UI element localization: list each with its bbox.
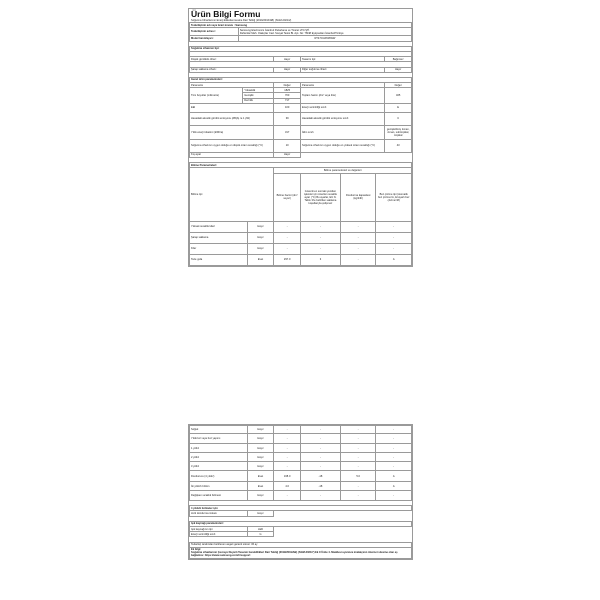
compartment-type: Dondurucu (4 yıldız) [190,471,248,482]
form-subtitle: Soğutma Cihazlarının Enerji Etiketlenmesine Dair Tebliğ (2019/2016/AB) (SGM-2021/2) [191,19,292,22]
table-row [190,103,412,112]
cell-label: Soğutma cihazının uygun olduğu en yüksek ortam sıcaklığı (°C) [300,139,384,152]
supplier-address-line2: Defterdar Mah. Otakçılar Cad. Sosyal Tesisi Bl. Apt. No: 78/48 Eyüpsultan İstanbul/Türkiye [239,31,344,35]
four-star-value: Hayır [247,511,274,516]
compartment-value: - [300,221,340,232]
empty-cell [385,152,412,157]
compartment-value: 3 [300,254,340,265]
compartment-value: Hayır [247,491,274,501]
table-row [190,434,412,444]
cell-value: genişletilmiş ılıman, ılıman, subtropikal, tropikal [385,125,412,139]
cell-value: Hayır [274,152,301,157]
compartment-value: - [300,453,340,462]
supplier-address-label: Tedarikçinin adresi : [190,28,239,36]
compartment-value: - [376,434,412,444]
compartment-table-2 [189,425,412,501]
compartment-value: - [376,426,412,434]
empty-cell [274,511,412,516]
dim-name: Derinlik [243,98,274,103]
compartment-value: - [340,434,376,444]
col-param: Parametre [190,83,274,88]
compartment-type: Taze gıda [190,254,248,265]
cell-value: Bağımsız [385,57,412,62]
supplier-name: Tedarikçinin adı veya ticari ünvanı : Samsung [190,23,412,28]
cell-label: Havadaki akustik gürültü emisyonu sınıfı [300,112,384,125]
col-setting: Güvenli en sonraki yeniden işlemler için önerilen sıcaklık ayarı (°C) Bu ayarlar, EU N. Tablo 3'te belirtilen saklama koşullarıyla çelişmez [300,173,340,221]
info-text: Soğutma cihazlarının Çevreye Duyarlı Tasarım Gereklilikleri Dair Tebliğ (2019/2019/AB) (SGM-2021/7) Ek II Ünite 4. Maddesi uyarınca imalatçının internet sitesine olan eş bağlantısı: https://www.samsung.com/tr/support [191,551,398,558]
compartment-value: - [300,232,340,243]
four-star-header: 4 yıldızlı bölmeler için [190,506,412,511]
col-volume: Bölme hacmi (dm³ veya l) [274,173,301,221]
cell-label: Diğer soğutma cihazı: [300,67,384,72]
compartment-value: - [274,462,301,471]
cell-value: 10 [274,139,301,152]
compartment-value: 5.0 [340,471,376,482]
compartment-value: - [274,426,301,434]
cell-label: Kış ayarı [190,152,274,157]
col-compartment-type: Bölme tipi [190,168,274,221]
table-row [190,426,412,434]
info-header: Ek bilgi: [191,548,202,552]
compartment-type: 1 yıldız [190,444,248,453]
compartment-header: Bölme Parametreleri: [190,163,412,168]
info-block [190,547,412,558]
compartment-value: Hayır [247,462,274,471]
compartment-value: - [274,491,301,501]
cell-value: LED [247,526,274,531]
table-row [190,453,412,462]
compartment-group-header: Bölme parametreleri ve değerleri [274,168,412,173]
cell-value: C [385,112,412,125]
model-value: RT47CG6636WW [238,36,411,41]
compartment-value: Hayır [247,232,274,243]
form-title: Ürün Bilgi Formu [191,9,261,19]
dim-value: 1825 [274,88,301,93]
cell-label: Yıllık enerji tüketimi (kWh/a) [190,125,274,139]
supplier-table [189,22,412,42]
table-row [190,232,412,243]
compartment-value: A [376,471,412,482]
compartment-value: - [340,426,376,434]
table-row [190,491,412,501]
table-row [190,243,412,254]
compartment-type: Soğuk [190,426,248,434]
dim-value: 717 [274,98,301,103]
compartment-value: - [376,462,412,471]
supplier-address [238,28,411,36]
compartment-value: Hayır [247,426,274,434]
table-row [190,532,412,537]
compartment-value: - [274,243,301,254]
compartment-value: - [340,221,376,232]
cell-value: Hayır [385,67,412,72]
compartment-value: A [376,254,412,265]
compartment-value: - [340,482,376,491]
compartment-value: - [274,232,301,243]
compartment-value: A [376,482,412,491]
col-param: Parametre [300,83,384,88]
four-star-table [189,501,412,517]
col-value: Değer [385,83,412,88]
table-row [190,152,412,157]
compartment-value: - [274,221,301,232]
col-freeze: Dondurma kapasitesi (kg/24h) [340,173,376,221]
compartment-value: - [376,453,412,462]
table-row [190,254,412,265]
compartment-type: Yüksek sıcaklık kileri [190,221,248,232]
table-row [190,444,412,453]
compartment-value: Evet [247,482,274,491]
cell-value: Hayır [274,67,301,72]
cell-label: Havadaki akustik gürültü emisyonu (dB(A) re 1 pW) [190,112,274,125]
compartment-type: 2 yıldız [190,453,248,462]
cell-value: Hayır [274,57,301,62]
compartment-value: Hayır [247,453,274,462]
col-value: Değer [274,83,301,88]
compartment-type: İki yıldızlı bölüm [190,482,248,491]
table-row [190,482,412,491]
supplier-address-line1: Samsung Electronics İstanbul Pazarlama ve Ticaret LTD.ŞTİ. [239,28,310,32]
product-info-sheet-page-1 [188,8,413,267]
compartment-value: - [300,243,340,254]
dims-label: Tüm boyutlar (milimetre) [190,88,243,104]
cell-label: İklim sınıfı [300,125,384,139]
compartment-type: Şarap saklama [190,232,248,243]
cell-value: 317 [274,125,301,139]
product-info-sheet-page-2 [188,424,413,560]
compartment-type: Değişken sıcaklık bölmesi [190,491,248,501]
empty-cell [300,152,384,157]
cell-value: G [247,532,274,537]
model-label: Model tanımlayıcı: [190,36,239,41]
cooling-type-table [189,42,412,73]
compartment-value: - [340,243,376,254]
cell-label: Düşük gürültülü cihaz: [190,57,274,62]
compartment-value: Hayır [247,444,274,453]
cell-value: E [385,103,412,112]
table-row [190,67,412,72]
general-params-table [189,73,412,158]
compartment-value: - [376,221,412,232]
warranty-text: Tedarikçi tarafından belirlenen asgari garanti süresi: 36 ay [190,542,412,547]
total-volume-value: 465 [385,88,412,104]
compartment-value: 168.0 [274,471,301,482]
col-defrost: Buz çözme tipi (otomatik buz çözme=A, El ayarlı buz çözme=M) [376,173,412,221]
empty-cell [274,532,412,537]
compartment-value: - [340,462,376,471]
dim-value: 700 [274,93,301,98]
compartment-type: Kiler [190,243,248,254]
compartment-table-1 [189,158,412,266]
compartment-value: - [376,243,412,254]
table-row [190,221,412,232]
compartment-value: - [274,444,301,453]
table-row [190,511,412,516]
table-row [190,112,412,125]
compartment-value: 297.0 [274,254,301,265]
compartment-value: - [340,444,376,453]
compartment-value: - [300,434,340,444]
cell-value: 100 [274,103,301,112]
cooling-type-header: Soğutma cihazının tipi: [190,46,412,51]
total-volume-label: Toplam hacim (dm³ veya litre) [300,88,384,104]
compartment-value: - [300,462,340,471]
compartment-value: - [340,453,376,462]
warranty-table [189,537,412,559]
dim-name: Yükseklik [243,88,274,93]
compartment-value: - [376,444,412,453]
compartment-value: - [340,491,376,501]
cell-label: Enerji verimliliği sınıfı [190,532,248,537]
general-params-header: Genel ürün parametreleri: [190,77,412,82]
compartment-value: - [376,232,412,243]
compartment-value: - [274,434,301,444]
compartment-value: - [300,491,340,501]
compartment-value: -18 [300,471,340,482]
table-row [190,125,412,139]
table-row [190,462,412,471]
table-row [190,139,412,152]
dim-name: Genişlik [243,93,274,98]
table-row [190,471,412,482]
compartment-value: 4.0 [274,482,301,491]
four-star-label: Hızlı dondurma imkanı [190,511,248,516]
compartment-type: Yıldızsız veya buz yapımı [190,434,248,444]
lighting-table [189,517,412,538]
compartment-value: - [274,453,301,462]
cell-label: Tasarım tipi: [300,57,384,62]
compartment-value: Evet [247,471,274,482]
compartment-value: Hayır [247,243,274,254]
compartment-value: - [376,491,412,501]
cell-label: Şarap saklama cihazı: [190,67,274,72]
cell-label: Işık kaynağının tipi [190,526,248,531]
lighting-header: Işık kaynağı parametreleri: [190,521,412,526]
compartment-value: -18 [300,482,340,491]
compartment-value: Hayır [247,221,274,232]
compartment-value: - [300,426,340,434]
compartment-value: - [340,254,376,265]
compartment-value: - [340,232,376,243]
table-row [190,88,412,93]
cell-label: EEI [190,103,274,112]
cell-value: 39 [274,112,301,125]
cell-value: 43 [385,139,412,152]
cell-label: Enerji verimliliği sınıfı [300,103,384,112]
compartment-value: - [300,444,340,453]
compartment-value: Hayır [247,434,274,444]
cell-label: Soğutma cihazının uygun olduğu en düşük ortam sıcaklığı (°C) [190,139,274,152]
compartment-value: Evet [247,254,274,265]
compartment-type: 3 yıldız [190,462,248,471]
